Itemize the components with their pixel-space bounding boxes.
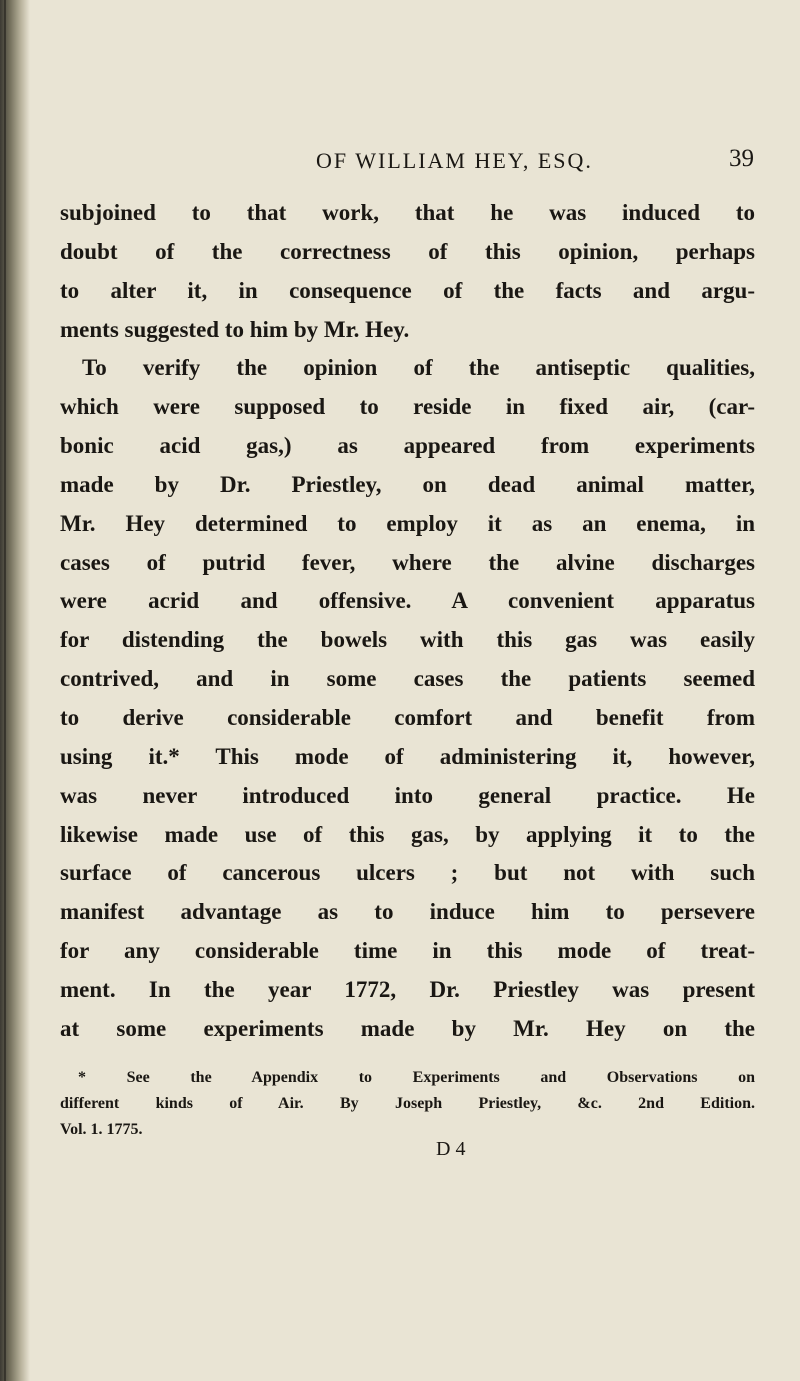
running-title: OF WILLIAM HEY, ESQ. [316,148,593,173]
footnote [60,1065,755,1143]
text-line: to alter it, in consequence of the facts and argu- [60,277,755,303]
text-line: likewise made use of this gas, by applying it to the [60,821,755,847]
signature-mark: D 4 [436,1138,466,1160]
text-line: ments suggested to him by Mr. Hey. [60,316,410,342]
page-number: 39 [729,145,754,172]
text-line: manifest advantage as to induce him to persevere [60,899,755,925]
text-line: using it.* This mode of administering it, however, [60,743,755,769]
text-line: for distending the bowels with this gas was easily [60,627,755,653]
text-line: at some experiments made by Mr. Hey on the [60,1015,755,1041]
text-line: made by Dr. Priestley, on dead animal matter, [60,471,755,497]
text-line: were acrid and offensive. A convenient apparatus [60,588,755,614]
text-line: surface of cancerous ulcers ; but not with such [60,860,755,886]
footnote-line: Vol. 1. 1775. [60,1121,143,1138]
footnote-line: different kinds of Air. By Joseph Priestley, &c. 2nd Edition. [60,1095,755,1112]
text-line: cases of putrid fever, where the alvine discharges [60,549,755,575]
text-line: to derive considerable comfort and benefit from [60,704,755,730]
text-line: for any considerable time in this mode of treat- [60,938,755,964]
text-line: was never introduced into general practice. He [60,782,755,808]
text-line: contrived, and in some cases the patients seemed [60,666,755,692]
text-line: bonic acid gas,) as appeared from experiments [60,433,755,459]
text-line: doubt of the correctness of this opinion, perhaps [60,238,755,264]
text-line: ment. In the year 1772, Dr. Priestley was present [60,976,755,1002]
text-line: subjoined to that work, that he was induced to [60,200,755,225]
text-line: Mr. Hey determined to employ it as an enema, in [60,510,755,536]
text-line: which were supposed to reside in fixed air, (car- [60,394,755,420]
footnote-line: * See the Appendix to Experiments and Observations on [78,1069,755,1086]
body-text [60,194,755,1049]
text-line: To verify the opinion of the antiseptic qualities, [82,355,755,381]
